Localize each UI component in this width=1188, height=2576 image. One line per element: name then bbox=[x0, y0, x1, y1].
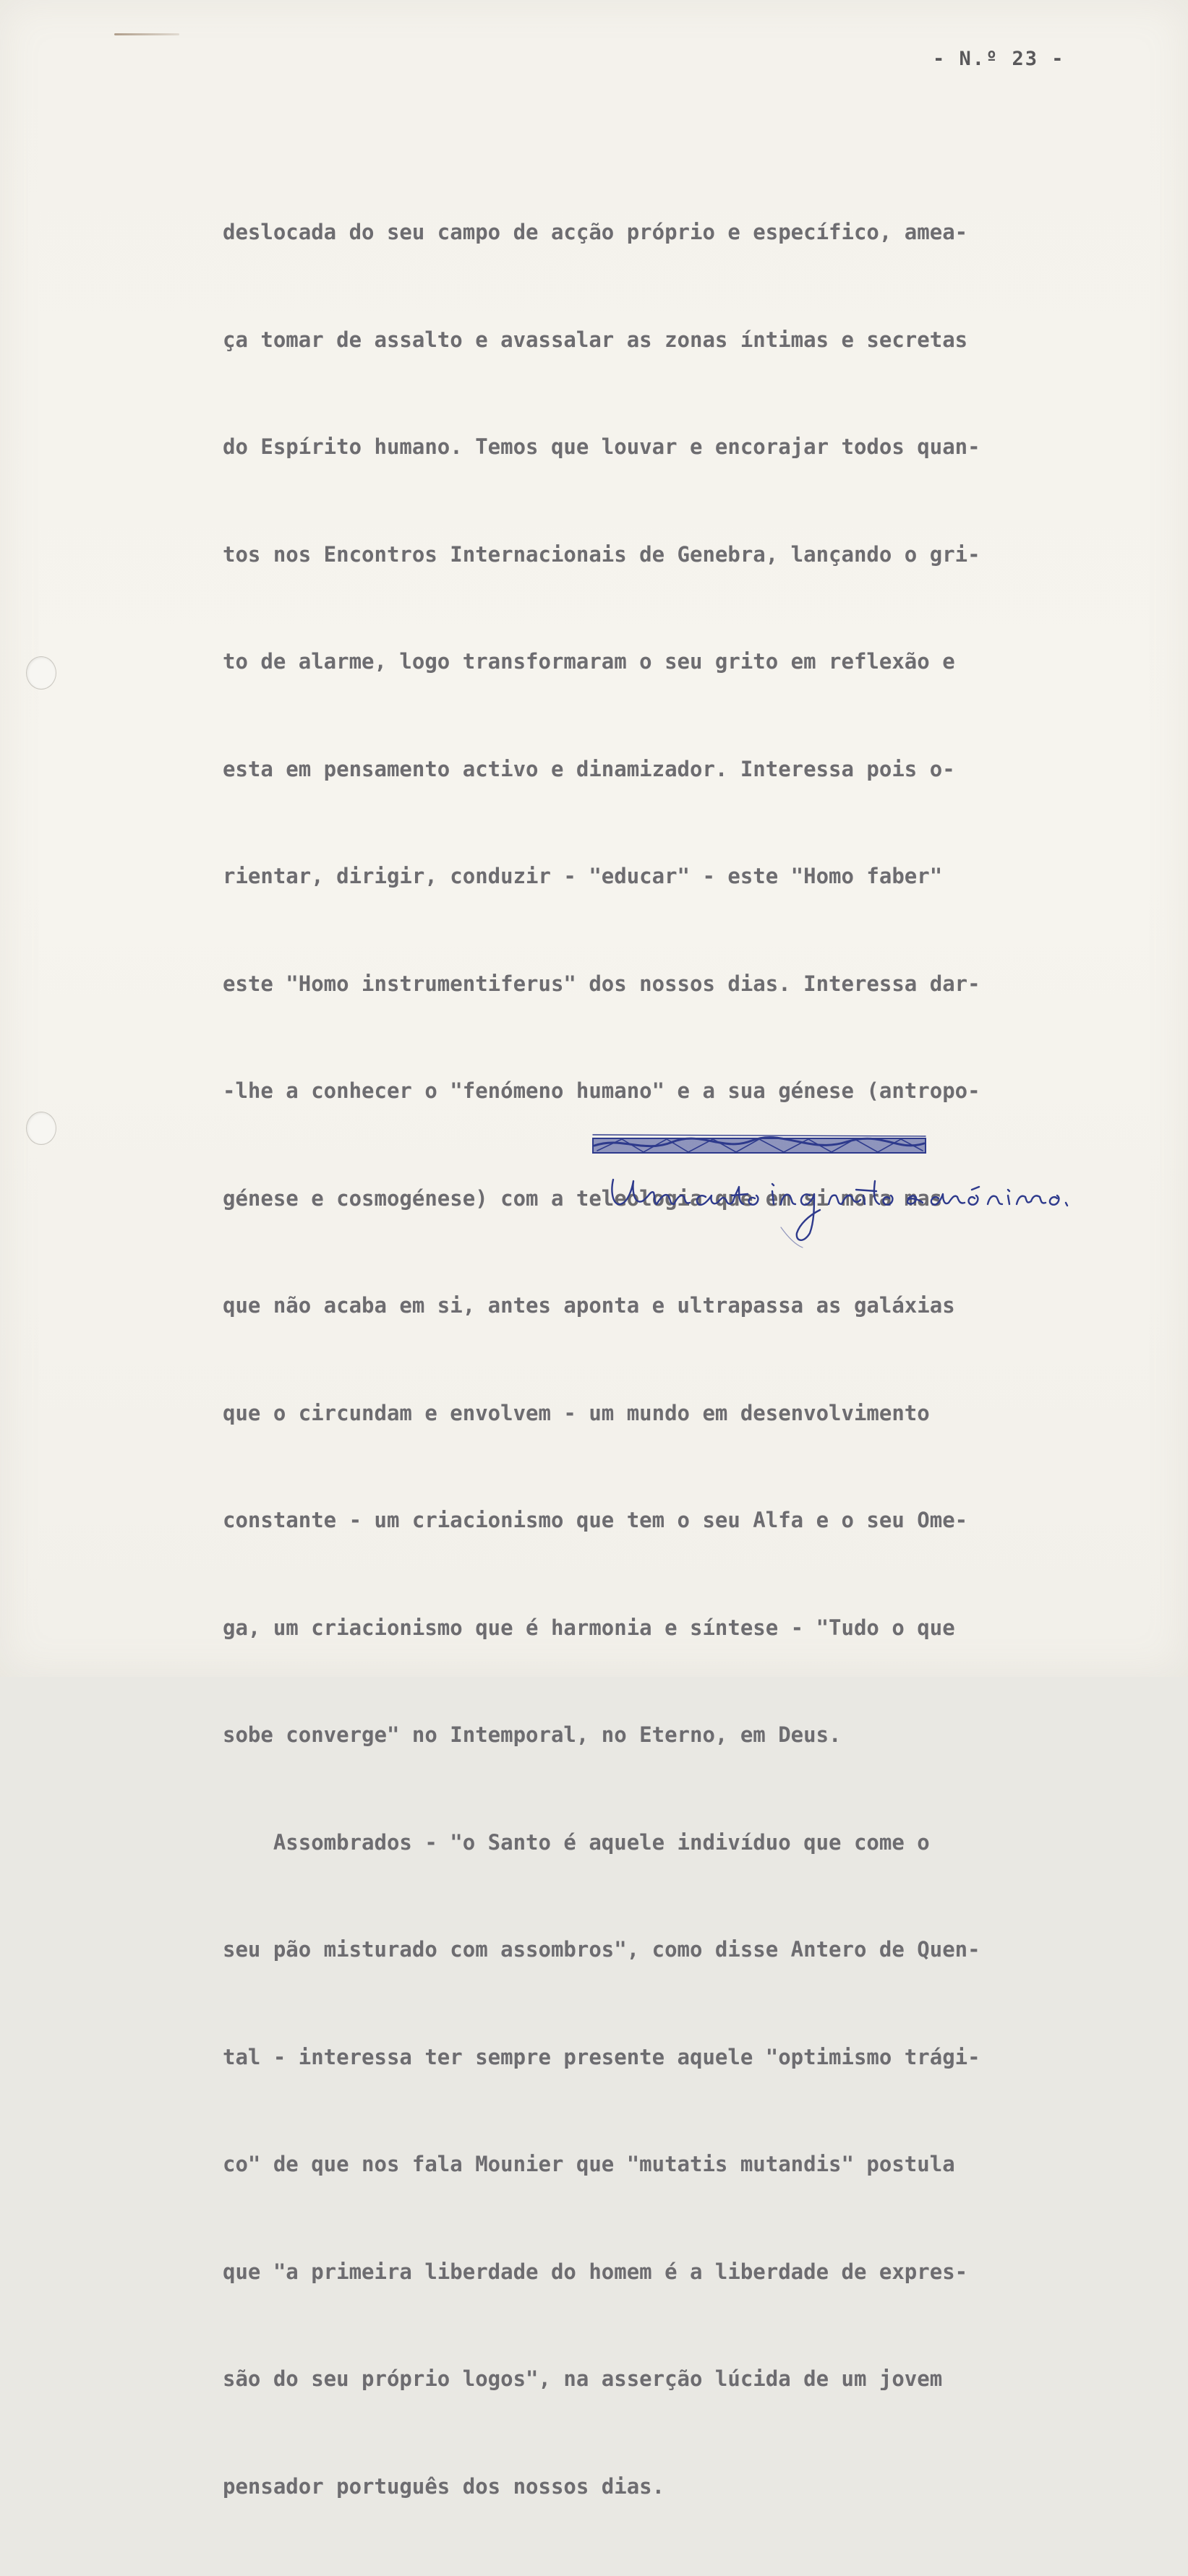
text-line: -lhe a conhecer o "fenómeno humano" e a sua génese (antropo- bbox=[223, 1078, 980, 1103]
signature-ink bbox=[612, 1180, 1067, 1248]
text-line: rientar, dirigir, conduzir - "educar" - este "Homo faber" bbox=[223, 864, 943, 888]
text-line: que o circundam e envolvem - um mundo em desenvolvimento bbox=[223, 1400, 930, 1425]
text-line: ça tomar de assalto e avassalar as zonas íntimas e secretas bbox=[223, 327, 968, 352]
body-text bbox=[223, 143, 1090, 2576]
text-line: constante - um criacionismo que tem o seu Alfa e o seu Ome- bbox=[223, 1508, 968, 1532]
text-line: do Espírito humano. Temos que louvar e encorajar todos quan- bbox=[223, 434, 980, 459]
text-line: to de alarme, logo transformaram o seu grito em reflexão e bbox=[223, 649, 955, 674]
text-line: são do seu próprio logos", na asserção lúcida de um jovem bbox=[223, 2366, 943, 2391]
page-number: - N.º 23 - bbox=[933, 48, 1065, 70]
punch-hole-lower bbox=[26, 1112, 56, 1145]
punch-hole-upper bbox=[26, 656, 56, 690]
text-line: co" de que nos fala Mounier que "mutatis mutandis" postula bbox=[223, 2152, 955, 2176]
text-line: pensador português dos nossos dias. bbox=[223, 2473, 665, 2499]
crossed-out-text-mark bbox=[593, 1135, 926, 1153]
text-line: tal - interessa ter sempre presente aquele "optimismo trági- bbox=[223, 2044, 980, 2069]
text-line: Assombrados - "o Santo é aquele indivíduo que come o bbox=[223, 1829, 930, 1855]
text-line: deslocada do seu campo de acção próprio e específico, amea- bbox=[223, 220, 968, 244]
text-line: que "a primeira liberdade do homem é a liberdade de expres- bbox=[223, 2259, 968, 2284]
handwritten-signature bbox=[578, 1120, 1128, 1265]
text-line: tos nos Encontros Internacionais de Genebra, lançando o gri- bbox=[223, 541, 980, 567]
text-line: ga, um criacionismo que é harmonia e síntese - "Tudo o que bbox=[223, 1615, 955, 1640]
text-line: génese e cosmogénese) com a teleologia que em si mora mas bbox=[223, 1185, 943, 1211]
text-line: este "Homo instrumentiferus" dos nossos dias. Interessa dar- bbox=[223, 971, 980, 996]
ink-mark bbox=[114, 33, 179, 35]
text-line: sobe converge" no Intemporal, no Eterno, em Deus. bbox=[223, 1722, 842, 1747]
text-line: que não acaba em si, antes aponta e ultrapassa as galáxias bbox=[223, 1293, 955, 1318]
text-line: seu pão misturado com assombros", como disse Antero de Quen- bbox=[223, 1937, 980, 1962]
text-line: esta em pensamento activo e dinamizador. Interessa pois o- bbox=[223, 756, 955, 781]
